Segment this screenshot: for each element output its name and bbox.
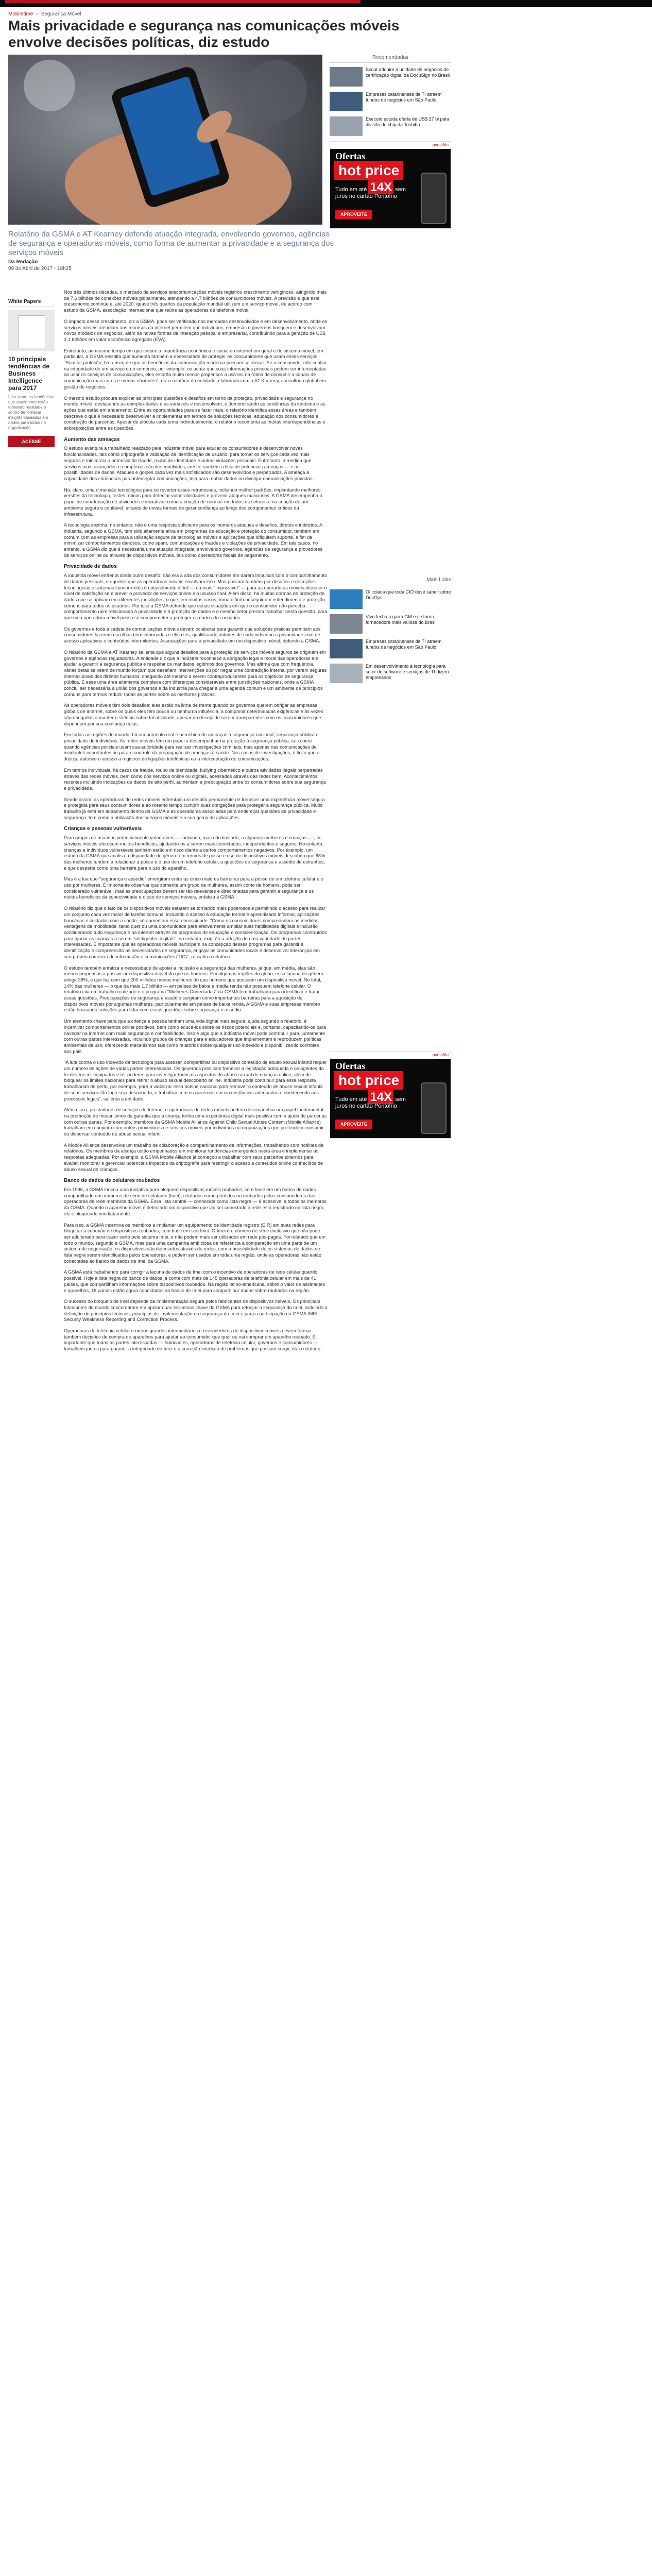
- paragraph: A GSMA está trabalhando para corrigir a lacuna de dados de Imei com o incentivo de operadoras de rede celular quando possível. Hoje a lista negra do banco de dados já conta com mais de 145 operadoras de telefonia celular em mais de 41 países, que compartilham informações sobre dispositivos roubados. Na região latino-americana, sobre o valor de assinantes e aparelhos, 18 países estão agora conectados ao banco de Imei para compartilhar dados sobre roubados na região.: [64, 1269, 325, 1293]
- paragraph: Sendo assim, as operadoras de redes móveis enfrentam um desafio permanente de fornecer uma experiência móvel segura e protegida para seus consumidores e ao mesmo tempo cumprir suas obrigações para proteger a segurança pública. Muito trabalho já está em andamento dentro da GSMA e as operadoras associadas para endereçar questões de privacidade e segurança, tem como a utilização dos serviços móveis e a sua gama de aplicações.: [64, 796, 325, 820]
- paragraph: Além disso, prestadores de serviços de Internet e operadoras de redes móveis podem desempenhar um papel fundamental na promoção de mecanismos de garantia que a criança tenha uma experiência digital mais positiva com a ajuda de parcerias com outras partes. Por exemplo, membros da GSMA Mobile Alliance Against Child Sexual Abuse Content (Mobile Alliance) trabalham em conjunto com outros provedores de serviços móveis por indivíduos ou organizações que pretendem consumir ou dispersar conteúdo de abuso sexual infantil.: [64, 1107, 327, 1137]
- ad-installments-number: 14X: [368, 180, 393, 194]
- advertisement-banner[interactable]: [330, 141, 451, 229]
- ad-installments-number: 14X: [368, 1090, 393, 1104]
- top-bar-accent: [5, 0, 361, 3]
- ad-installments-post: sem juros no cartão Pontofrio: [335, 1096, 406, 1109]
- ad-ofertas: Ofertas: [335, 1061, 365, 1071]
- ad-installments: [335, 1090, 407, 1110]
- breadcrumb-site[interactable]: Mobiletime: [8, 11, 33, 17]
- recommended-item[interactable]: [330, 116, 451, 137]
- recommended-item[interactable]: [330, 92, 451, 112]
- most-read-item[interactable]: [330, 639, 451, 659]
- paragraph: Para grupos de usuários potencialmente vulneráveis — incluindo, mas não limitado, a algumas mulheres e crianças — , os serviços móveis oferecem muitos benefícios, ajudando-os a serem mais conectados, independentes e seguros. No entanto, crianças e indivíduos vulneráveis também estão em risco diante a certos comportamentos negativos. Por exemplo, um estudo da GSMA que analisa a disparidade de gênero em termos de posse e uso de dispositivos móveis descobriu que 68% das mulheres tendem a relacionar a posse e o uso de um telefone celular, a questões de segurança e assédio de estranhos, e que desperta como uma barreira para o uso do aparelho.: [64, 835, 325, 871]
- recommended-thumb: [330, 116, 363, 136]
- ad-phone-graphic: [421, 173, 447, 224]
- most-read-thumb: [330, 589, 363, 609]
- ad-phone-graphic: [421, 1082, 447, 1134]
- hero-image: [8, 55, 322, 225]
- section-heading: Crianças e pessoas vulneráveis: [64, 826, 142, 832]
- paragraph: A indústria móvel enfrenta ainda outro desafio: não era a alta dos consumidores em darem impulsos com o compartilhamento de dados pessoais, e aqueles que as operadoras móveis envolvam isso. Mas passam também por desafios e restrições tecnológicas e sistemas concorrentes é notavelmente difícil — ou mais "impossível" — para as operadoras móveis oferecer o nível de satisfação sem prever o provedor de serviços online e o usuário final. Além disso, há muitas normas de proteção de dados que se aplicam em diferentes jurisdições, o que, em muitos casos, torna difícil conseguir um entendimento e proteção comuns para todos os usuários. Por isso a GSMA defende que essas situações em que o consumidor não perceba comportamento ruim relacionado à privacidade e à proteção de dados e o mesmo setor precisa trabalhar nesta questão, para que uma operadora móvel possa se comprometer a proteger os dados dos usuários.: [64, 573, 328, 621]
- paragraph: "A luta contra o uso indevido da tecnologia para acessar, compartilhar ou dispositivo conteúdo de abuso sexual infantil requer um número de ações de várias partes interessadas. Os governos precisam fornecer a legislação adequada e os agentes da lei devem ser equipados e ter poderes para investigar todos os aspectos do abuso sexual de crianças online, além de bloquear os limites nacionais para retirar o abuso sexual descoberto online. Indústria pode contribuir para essa resposta trabalhando de perto, por exemplo, para a viabilizar essa hotline nacional para remover o conteúdo de abuso sexual infantil de seus serviços tão logo seja descoberto, e trabalhar com os governos em circunstâncias adequadas e obedecendo aos processos legais", salienta a entidade.: [64, 1060, 327, 1101]
- paragraph: O estudo aventura a trabalhado realizado pela indústria móvel para educar os consumidores e desenvolver novas funcionalidades, tais como criptografia e validação da identificação de usuário, para tornar os serviços cada vez mais seguros e minimizar o potencial de fraude, roubo de identidade e outras violações pessoais. Entretanto, à medida que serviços mais avançados e complexos são desenvolvidos, cresce também a lista de potenciais ameaças — e as possibilidades de danos. Ataques e golpes cada vez mais sofisticados são desenvolvidos e perpetrados. A ameaça à capacidade dos criminosos para interceptar comunicações, teja para roubar dados ou divulgar comunicações privadas.: [64, 446, 314, 481]
- paragraph: Em termos individuais, há casos de fraude, roubo de identidade, bullying cibernético e outros atividades ilegais perpetradas através das redes móveis, bem como dos serviços online ou digitais, acessados através das redes bem. Acontecimentos recentes incluindo indicações de dados de alto perfil, aumentam a preocupação entre os consumidores sobre sua segurança e privacidade.: [64, 767, 326, 791]
- top-bar: [0, 0, 652, 7]
- breadcrumb: [8, 11, 81, 17]
- byline-author: Da Redação: [8, 259, 38, 265]
- byline-date: 09 de Abril de 2017 - 18h25: [8, 266, 72, 272]
- ad-installments-pre: Tudo em até: [335, 187, 367, 193]
- section-heading: Aumento das ameaças: [64, 436, 120, 443]
- ad-brand: pontofrio: [330, 142, 451, 149]
- ad-installments-post: sem juros no cartão Pontofrio: [335, 187, 406, 199]
- ad-installments-pre: Tudo em até: [335, 1096, 367, 1103]
- breadcrumb-separator: ›: [36, 11, 38, 17]
- advertisement-banner-2[interactable]: [330, 1051, 451, 1139]
- ad-ofertas: Ofertas: [335, 151, 365, 161]
- paragraph: Há, claro, uma dimensão tecnológica para se reverter esses retrocessos, incluindo melhor padrões, implantando melhores versões da tecnologia, testes rotinas para detectar vulnerabilidades e prevenir ataques maliciosos. A GSMA desempenha o papel de coordenação de atividades e iniciativas como a criação de normas em todos os setores e na criação de um ambiente seguro e confiável, através de novas formas de gerar confiança ao longo dos componentes críticos da infraestrutura.: [64, 487, 322, 517]
- recommended-item[interactable]: [330, 67, 451, 88]
- paragraph: Entretanto, ao mesmo tempo em que cresce a importância econômica e social da internet em geral e do sistema móvel, em particular, a GSMA ressalta que aumenta também a necessidade de proteger os consumidores que usam esses serviços. "Sem tal proteção, há o risco de que os benefícios da comunicação moderna possam se erosar. Se o consumidor não confiar na integridade de um serviço ou o comércio, por exemplo, ou achar que suas informações pessoais podem ser interceptadas ao usar os serviços de comunicações, eles estarão muito menos propensos a usá-los na rotina de consumir a canais de comunicação mais caros e menos eficientes", diz o relatório da entidade, elaborado com a AT Kearney, consultoria global em gestão de negócios.: [64, 348, 327, 389]
- whitepaper-label: White Papers: [8, 299, 55, 307]
- whitepaper-heading[interactable]: 10 principais tendências de Business Intelligence para 2017: [8, 355, 50, 392]
- whitepaper-cover: [8, 310, 55, 351]
- recommended-thumb: [330, 92, 363, 111]
- most-read-title: Mais Lidas: [330, 577, 451, 585]
- paragraph: Para isso, a GSMA incentiva os membros a implantar um equipamento de identidade registro (EIR) em suas redes para bloquear a conexão de dispositivos roubados, com base em seu Imei. O Imei é o número de série exclusivo que não pode ser adulterado para trazer certo pelo sistema Imei, e não podem mais ser utilizados em rede pós-pagos. Foi relatado que em todo o mundo, segundo a GSMA, mas para uma campanha ambiciosa de referência a comparação em uma parte de um sistema de negociação, os dispositivos são detectados através de redes, com a possibilidade de os sistemas de dados de lista negra serem identificados pelos operadores, e podem ser usados em toda uma região, onde as operadoras não estão conectadas ao banco de dados de Imei da GSMA.: [64, 1222, 326, 1264]
- section-heading: Banco de dados de celulares roubados: [64, 1178, 160, 1184]
- paragraph: O relatório diz que o fato de os dispositivos móveis estarem se tornando mais poderosos e permitindo o acesso para realizar um conjunto cada vez maior de tarefas comuns, incluindo o acesso à educação formal e aprendizado informal, aplicações bancárias e cuidados com a saúde, só aumentam essa necessidade. "Como os consumidores compreendem as medidas vantagens da mobilidade, tanto quer ou uma oportunidade para efetivamente ampliar suas habilidades digitais e inclusão considerando tudo segurança e na internet através de programas de educação e conscientização. Os programas construídos para ajudar as crianças a serem "inteligentes digitais", no entanto, exigirão a adoção de uma variedade de partes interessadas. É importante que as operadoras móveis participem na concepção desses programas para garantir a identificação e compreensão as necessidades de segurança, engajar as comunidades locais e desenvolver lideranças em seu próprio comércio de informação e comunicações (TIC)", ressalta o relatório.: [64, 906, 327, 959]
- whitepaper-sidebar: [8, 299, 55, 447]
- ad-hot-price: hot price: [334, 161, 403, 180]
- paragraph: Mas é a tua que "segurança e assédio" emergiram entre as cinco maiores barreiras para a posse de um telefone celular e o uso por mulheres. É importante observar que somente um grupo de mulheres, assim como de homens, pode ser considerado vulnerável, mas as preocupações devem ser tão relevantes e direcionadas para garantir a segurança e os muitos benefícios da conectividade e o uso de serviços móveis, enfatiza a GSMA.: [64, 876, 323, 900]
- most-read-thumb: [330, 664, 363, 683]
- ad-hot-price: hot price: [334, 1071, 403, 1090]
- recommended-title: Recomendadas: [330, 55, 451, 63]
- recommended-thumb: [330, 67, 363, 87]
- recommended-panel: [330, 55, 451, 229]
- page-title: Mais privacidade e segurança nas comunicações móveis envolve decisões políticas, diz estudo: [8, 18, 400, 50]
- whitepaper-description: Leia sobre as tendências que atualmente estão tornando realidade o sonho de fornecer insights baseados em dados para todos na organização.: [8, 395, 54, 430]
- breadcrumb-section[interactable]: Segurança Móvel: [41, 11, 81, 17]
- paragraph: Em todas as regiões do mundo, há um aumento real e percebido de ameaças à segurança nacional, segurança pública e privacidade de indivíduos. As redes móveis têm um papel a desempenhar na proteção à segurança pública, tais como quando agências policiais usam sua autoridade para realizar investigações criminais, mas apenas nas comunicações de incidentes importantes ou para o controle da propagação de ameaças à saúde. Nos casos de investigações, é lícito que a Justiça autorize o acesso a registros de ligações telefônicas ou a interceptação de comunicações.: [64, 732, 320, 762]
- recommended-item-text[interactable]: Empresas catarinenses de TI atraem fundos de negócios em São Paulo: [366, 92, 442, 103]
- paragraph: As operadoras móveis têm dois desafios: elas estão na linha de frente quando os governos querem obrigar as empresas globais de internet, sobre os quais eles têm pouca ou nenhuma influência, a comprimir determinadas exigências e às vezes são obrigadas a manter o silêncio sobre tal atividade, apesar do desejo de serem transparentes com os consumidores que dependem por sua confiança nelas.: [64, 703, 323, 726]
- most-read-thumb: [330, 639, 363, 658]
- most-read-item-text[interactable]: Oi colaca que toda CIO deve saber sobre DevOps: [366, 589, 451, 600]
- recommended-item-text[interactable]: Scout adquire a unidade de negócios de certificação digital da DocuSign no Brasil: [366, 67, 450, 78]
- most-read-item[interactable]: [330, 664, 451, 684]
- article-lead: Relatório da GSMA e AT Kearney defende atuação integrada, envolvendo governos, agências de segurança e operadoras móveis, como forma de aumentar a privacidade e a segurança dos serviços móveis: [8, 230, 334, 257]
- paragraph: O estudo também enfatiza a necessidade de apoiar a inclusão e a segurança das mulheres, já que, em média, elas são menos propensas a possuir um dispositivo móvel do que os homens. Em algumas regiões do globo, essa lacuna de gênero atinge 38%, e que faz com que 200 milhões menos mulheres do que homens que possuem um dispositivo móvel. No total, 14% das mulheres — o que da mais 1,7 bilhão — em países de baixa e média renda não possuem telefone celular. O relatório cita um trabalho realizado e o programa "Mulheres Conectadas" da GSMA tem trabalhado para identificar e tratar essas questões. Preocupações de segurança e assédio surgiram como importantes barreiras para a aquisição de dispositivos móveis por algumas mulheres, particularmente em países de baixa renda. A GSMA e suas empresas membro estão buscando soluções para lidar com essas questões sobre segurança e assédio.: [64, 965, 323, 1013]
- paragraph: O impacto desse crescimento, diz a GSMA, pode ser verificado nos mercados desenvolvidos e em desenvolvimento, onde os serviços móveis atendiam aos recursos da internet permitem que indivíduos, empresas e governos busquem e desenvolvam novos modelos de negócios, além de novas formas de interação pessoal e empresarial, contribuindo para a geração de US$ 3,1 trilhões em valor econômico agregado (EVA).: [64, 318, 328, 342]
- article-body: [64, 290, 328, 1358]
- paragraph: O sucesso do bloqueio de Imei depende da implementação segura pelos fabricantes de dispositivos móveis. Os principais fabricantes do mundo concordaram em apoiar duas iniciativas chave da GSMA para reforçar a segurança do Imei, incluindo a definição de princípios técnicos, princípios de implementação da segurança do Imei e para a participação na GSMA IMEI Security Weakness Reporting and Correction Process.: [64, 1299, 328, 1323]
- ad-cta-button[interactable]: APROVEITE: [335, 210, 372, 219]
- paragraph: O mesmo estudo procura explicar as principais questões e desafios em torno da proteção, privacidade e segurança no mundo móvel, destacando as complexidades e as variáveis e desenvolvem, é demonstrando as tendências da indústria e as ações que estão em andamento. Entre as oportunidades para se fazer mais, o relatório identifica essas áreas e também descreve o que é necessário desenvolver e implementar em termos de soluções técnicas, educação dos consumidores e construção de parcerias. Apesar de alocuta cada tema individualmente, o relatório recomenta as muitas interdependências e sobreposições entre as questões.: [64, 395, 325, 431]
- section-heading: Privacidade de dados: [64, 564, 117, 570]
- paragraph: Nos três últimos décadas, o mercado de serviços telecomunicações móveis registrou crescimento vertiginoso, atingindo mais de 7,6 bilhões de conexões móveis globalmente, atendendo a 4,7 bilhões de consumidores móveis. A previsão é que este crescimento continue e, até 2020, quase três quartos da população mundial utilizem um serviço móvel, de acordo com estudo da GSMA, associação internacional que reúne as operadoras de telefonia móvel.: [64, 290, 327, 313]
- ad-installments: [335, 180, 407, 200]
- most-read-item-text[interactable]: Vivo fecha a garra GM e se torna fornecedora mais valiosa do Brasil: [366, 614, 437, 625]
- most-read-item[interactable]: [330, 589, 451, 610]
- recommended-item-text[interactable]: Executo estuda oferta de US$ 27 bi pela divisão de chip da Toshiba: [366, 116, 449, 127]
- hero-photo-phone-hands: [8, 55, 322, 225]
- paragraph: A Mobile Alliance desenvolve um trabalho de colaboração e compartilhamento de informações, trabalhando com hotlines de relatórios. Os membros da aliança estão empenhados em monitorar tendências emergentes nesta área e implementar as respostas adequadas. Por exemplo, a GSMA Mobile Alliance já começou a trabalhar com seus parceiros externos para avaliar, monitorar e gerenciar potenciais impactos da criptografia para restringir o acesso a conteúdos online conhecidos de abuso sexual de crianças.: [64, 1142, 324, 1172]
- paragraph: A tecnologia sozinha, no entanto, não é uma resposta suficiente para os inúmeros ataques e desafios, diretos e indiretos. A indústria, segundo a GSMA, tem sido altamente ativa em programas de educação e proteção do consumidor, também em comum com as empresas para a utilização segura de tecnologias móveis e aplicações que dificultem suporte, a fim de minimizar comportamentos danosos, como spam, comunicações e fraudes e violações de privacidade. Em tais casos, no entanto, a GSMA diz que é necessária uma atuação integrada, envolvendo governos, agências de segurança e provedores de serviços online ou através de dispositivos móveis, tais como operadoras fiscais de pagamento.: [64, 522, 323, 558]
- most-read-thumb: [330, 614, 363, 634]
- most-read-item[interactable]: [330, 614, 451, 635]
- paragraph: Em 1996, a GSMA lançou uma iniciativa para bloquear dispositivos móveis roubados, com base em um banco de dados compartilhado dos números de série de celulares (Imei), relatados como perdidos ou roubados pelos consumidores das operadoras de rede membros da GSMA. Essa lista central — conhecida como lista negra — é acessível a todos os membros da GSMA. Quando o aparelho móvel é detectado um dispositivo que vai ser conectado a rede está registrado na lista negra, ele é bloqueado imediatamente.: [64, 1187, 327, 1216]
- ad-brand: pontofrio: [330, 1052, 451, 1059]
- paragraph: O relatório da GSMA e AT Kearney salienta que alguns desafios para a proteção de serviços móveis seguros se originam em governos e agências reguladoras. A entidade diz que a indústria reconhece a obrigação legal e moral das operadoras em ajudar a garantir a segurança pública e respeitar os mandatos legítimos dos governos. Mas afirma que com frequência, várias delas se veem de mundo forçam que desafiam intervenções ou por negar uma contradição interna, por verem seguras internacionais dos direitos humanos, chegando até mesmo a serem contraproducentes para os objetivos de segurança pública. E esse uma área altamente complexa com diferenças consideráveis entre jurisdições nacionais, onde a GSMA conclui ser necessária a união dos governos e da indústria para chegar a uma agenda comum e um ambiente de princípios comuns para termos reduzir todas as partes sobre as melhores práticas.: [64, 649, 327, 697]
- paragraph: Operadoras de telefonia celular e outros grandes intermediários e revendedores de dispositivos móveis devem formar também decisões de compra de aparelhos para ajudar ao consumidor que quer ou vai comprar um aparelho roubado. É importante que todas as partes interessadas — fabricantes, operadoras de telefonia celular, governos e consumidores — trabalhem juntos para garantir a integridade do Imei e a correção imediata de problemas que possam surgir, diz o relatório.: [64, 1328, 322, 1352]
- ad-cta-button[interactable]: APROVEITE: [335, 1120, 372, 1129]
- most-read-item-text[interactable]: Empresas catarinenses de TI atraem fundos de negócios em São Paulo: [366, 639, 442, 650]
- paragraph: Os governos e toda a cadeia de comunicações móveis devem colaborar para garantir que soluções práticas permitam aos consumidores fazerem escolhas bem informadas e eficazes, qualificando atitudes de cada indivíduo a privacidade com de acesso aplicativos e conteúdos intermitentes. Associações para a privacidade em um dispositivo móvel, defende a GSMA.: [64, 626, 321, 644]
- most-read-panel: [330, 577, 451, 688]
- paragraph: Um elemento chave para que a criança e pessoa tenham uma vida digital mais segura, ajuda segundo o relatório, é incentivar comportamentos online positivos, bem como educá-los sobre os riscos potenciais e, portanto, capacitando-os para navegar na internet com mais segurança e confiabilidade. Isso é algo que a indústria móvel pode contribuir para, juntamente com outras partes interessadas, incluindo grupos de crianças para e educadores que implementam e reproduzem políticas ambientais de uso, oferecendo mecanismos tais como relatórios sobre qualquer uso indevido e disponibilizando controles aos pais.: [64, 1019, 327, 1054]
- byline: [8, 259, 72, 272]
- most-read-item-text[interactable]: Em desenvolvimento à tecnologia para setor de software e serviços de TI dizem empresários: [366, 664, 449, 680]
- whitepaper-access-button[interactable]: ACESSE: [8, 436, 55, 447]
